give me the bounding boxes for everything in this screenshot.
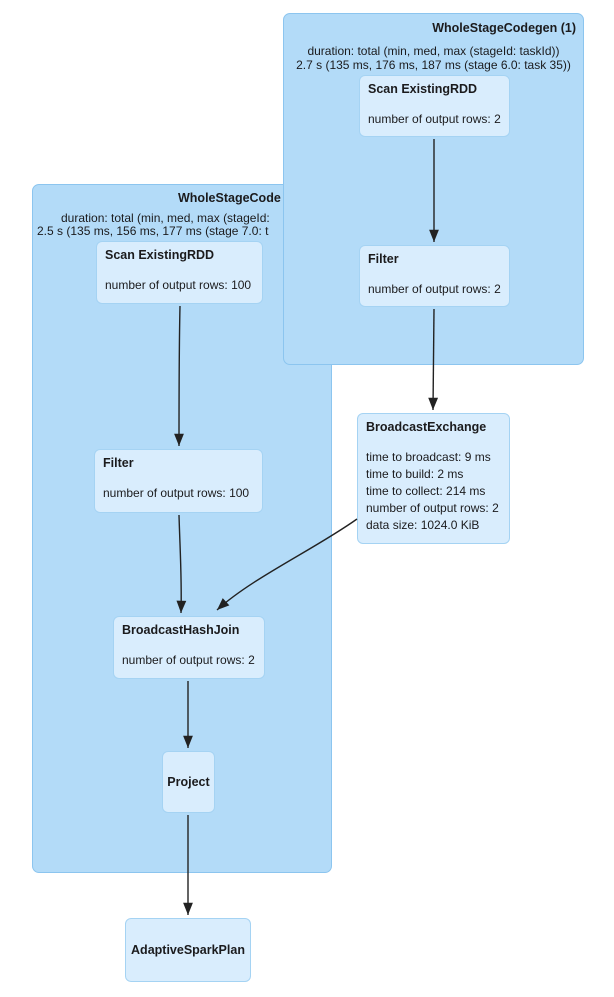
node-title: AdaptiveSparkPlan <box>131 943 245 957</box>
node-title: BroadcastHashJoin <box>122 623 240 637</box>
node-filter-left[interactable] <box>94 449 263 513</box>
node-metrics <box>368 281 501 298</box>
cluster-title: WholeStageCodegen (1) <box>432 21 576 35</box>
cluster-duration-label: duration: total (min, med, max (stageId: <box>61 211 270 225</box>
node-title: Scan ExistingRDD <box>368 82 478 96</box>
node-metrics <box>366 449 501 534</box>
metric-time-to-collect: time to collect: 214 ms <box>366 484 486 498</box>
metric-time-to-broadcast: time to broadcast: 9 ms <box>366 450 491 464</box>
node-title: Scan ExistingRDD <box>105 248 215 262</box>
cluster-duration-value: 2.7 s (135 ms, 176 ms, 187 ms (stage 6.0: task 35)) <box>296 57 571 72</box>
node-title: BroadcastExchange <box>366 420 487 434</box>
metric-data-size: data size: 1024.0 KiB <box>366 518 480 532</box>
metric-output-rows: number of output rows: 100 <box>105 278 252 292</box>
node-project[interactable] <box>162 751 215 813</box>
node-broadcast-hash-join[interactable] <box>113 616 265 679</box>
node-metrics <box>368 111 501 128</box>
node-metrics <box>105 277 254 294</box>
node-filter-right[interactable] <box>359 245 510 307</box>
node-scan-existingrdd-right[interactable] <box>359 75 510 137</box>
cluster-duration-value: 2.5 s (135 ms, 156 ms, 177 ms (stage 7.0: t <box>37 224 269 238</box>
metric-output-rows: number of output rows: 2 <box>122 653 255 667</box>
cluster-wholestagecodegen-1 <box>283 13 584 365</box>
node-title: Project <box>167 775 210 789</box>
cluster-duration <box>284 45 583 72</box>
node-broadcast-exchange[interactable] <box>357 413 510 544</box>
node-metrics <box>122 652 256 669</box>
node-scan-existingrdd-left[interactable] <box>96 241 263 304</box>
cluster-title: WholeStageCode <box>178 191 281 205</box>
node-title: Filter <box>368 252 399 266</box>
metric-output-rows: number of output rows: 2 <box>368 112 501 126</box>
metric-output-rows: number of output rows: 100 <box>103 486 250 500</box>
node-adaptive-spark-plan[interactable] <box>125 918 251 982</box>
node-title: Filter <box>103 456 134 470</box>
metric-output-rows: number of output rows: 2 <box>368 282 501 296</box>
metric-time-to-build: time to build: 2 ms <box>366 467 464 481</box>
cluster-duration-label: duration: total (min, med, max (stageId: taskId)) <box>307 44 560 58</box>
node-metrics <box>103 485 254 502</box>
metric-output-rows: number of output rows: 2 <box>366 501 499 515</box>
